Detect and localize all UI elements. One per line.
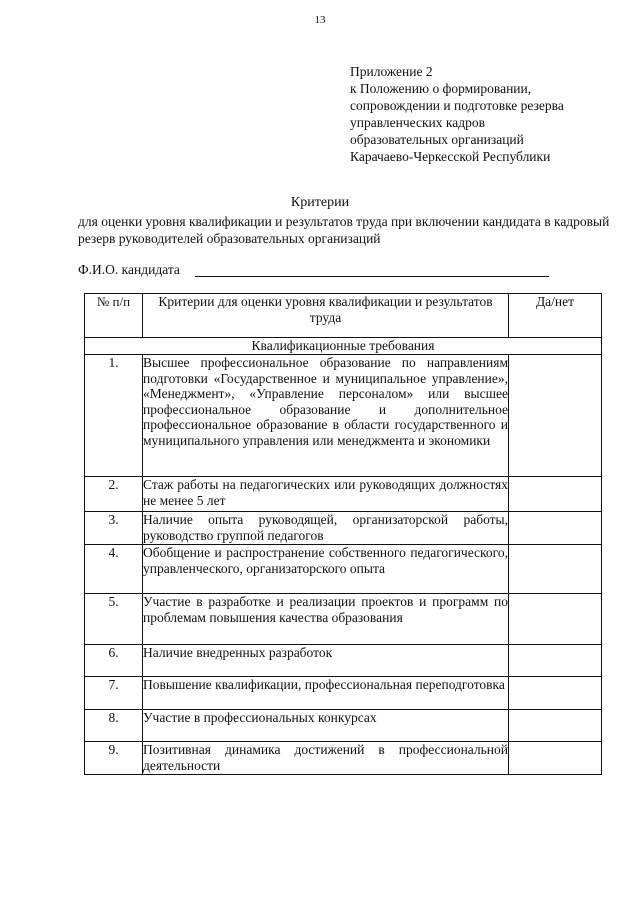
table-row [85, 645, 602, 677]
table-row [85, 545, 602, 594]
row-number: 1. [85, 355, 143, 477]
row-criterion: Наличие опыта руководящей, организаторской работы, руководство группой педагогов [143, 512, 508, 543]
row-answer-cell[interactable] [509, 677, 602, 710]
page-number: 13 [314, 14, 326, 26]
row-number: 9. [85, 742, 143, 775]
document-title: Критерии [290, 195, 350, 210]
candidate-name-label: Ф.И.О. кандидата [78, 262, 180, 277]
annex-line: сопровождении и подготовке резерва [350, 98, 564, 113]
row-number: 3. [85, 512, 143, 545]
annex-line: образовательных организаций [350, 132, 524, 147]
annex-line: Приложение 2 [350, 64, 433, 79]
row-number: 4. [85, 545, 143, 594]
header-number: № п/п [85, 294, 143, 338]
row-criterion: Участие в профессиональных конкурсах [143, 710, 509, 742]
annex-line: Карачаево-Черкесской Республики [350, 149, 551, 164]
row-answer-cell[interactable] [509, 355, 602, 477]
row-answer-cell[interactable] [509, 594, 602, 645]
row-criterion: Стаж работы на педагогических или руководящих должностях не менее 5 лет [143, 477, 509, 512]
row-criterion: Обобщение и распространение собственного педагогического, управленческого, организаторского опыта [143, 545, 509, 594]
table-row [85, 355, 602, 477]
row-answer-cell[interactable] [509, 512, 602, 545]
table-row [85, 710, 602, 742]
row-number: 5. [85, 594, 143, 645]
row-criterion: Повышение квалификации, профессиональная переподготовка [143, 677, 509, 710]
header-yes-no: Да/нет [509, 294, 602, 338]
annex-line: к Положению о формировании, [350, 81, 532, 96]
table-row [85, 677, 602, 710]
table-row [85, 594, 602, 645]
annex-line: управленческих кадров [350, 115, 485, 130]
row-answer-cell[interactable] [509, 477, 602, 512]
row-criterion: Участие в разработке и реализации проектов и программ по проблемам повышения качества образования [143, 594, 509, 645]
row-number: 2. [85, 477, 143, 512]
row-answer-cell[interactable] [509, 742, 602, 775]
row-number: 7. [85, 677, 143, 710]
table-row [85, 477, 602, 512]
candidate-name-field[interactable] [195, 276, 549, 277]
row-answer-cell[interactable] [509, 545, 602, 594]
annex-header [350, 63, 564, 165]
row-answer-cell[interactable] [509, 710, 602, 742]
section-title: Квалификационные требования [85, 338, 602, 355]
criteria-table [84, 293, 602, 775]
table-row [85, 512, 602, 545]
section-row [85, 338, 602, 355]
header-criteria: Критерии для оценки уровня квалификации и результатов труда [143, 294, 509, 338]
row-number: 6. [85, 645, 143, 677]
table-header-row [85, 294, 602, 338]
row-number: 8. [85, 710, 143, 742]
row-criterion: Высшее профессиональное образование по направлениям подготовки «Государственное и муниципальное управление», «Менеджмент», «Управление персоналом» или высшее профессиональное образование и дополнительное профессиональное образование в области государственного и муниципального управления или менеджмента и экономики [143, 355, 509, 477]
row-criterion: Наличие внедренных разработок [143, 645, 509, 677]
row-criterion: Позитивная динамика достижений в профессиональной деятельности [143, 742, 508, 773]
table-row [85, 742, 602, 775]
row-answer-cell[interactable] [509, 645, 602, 677]
document-subtitle: для оценки уровня квалификации и результатов труда при включении кандидата в кадровый резерв руководителей образовательных организаций [78, 214, 610, 246]
